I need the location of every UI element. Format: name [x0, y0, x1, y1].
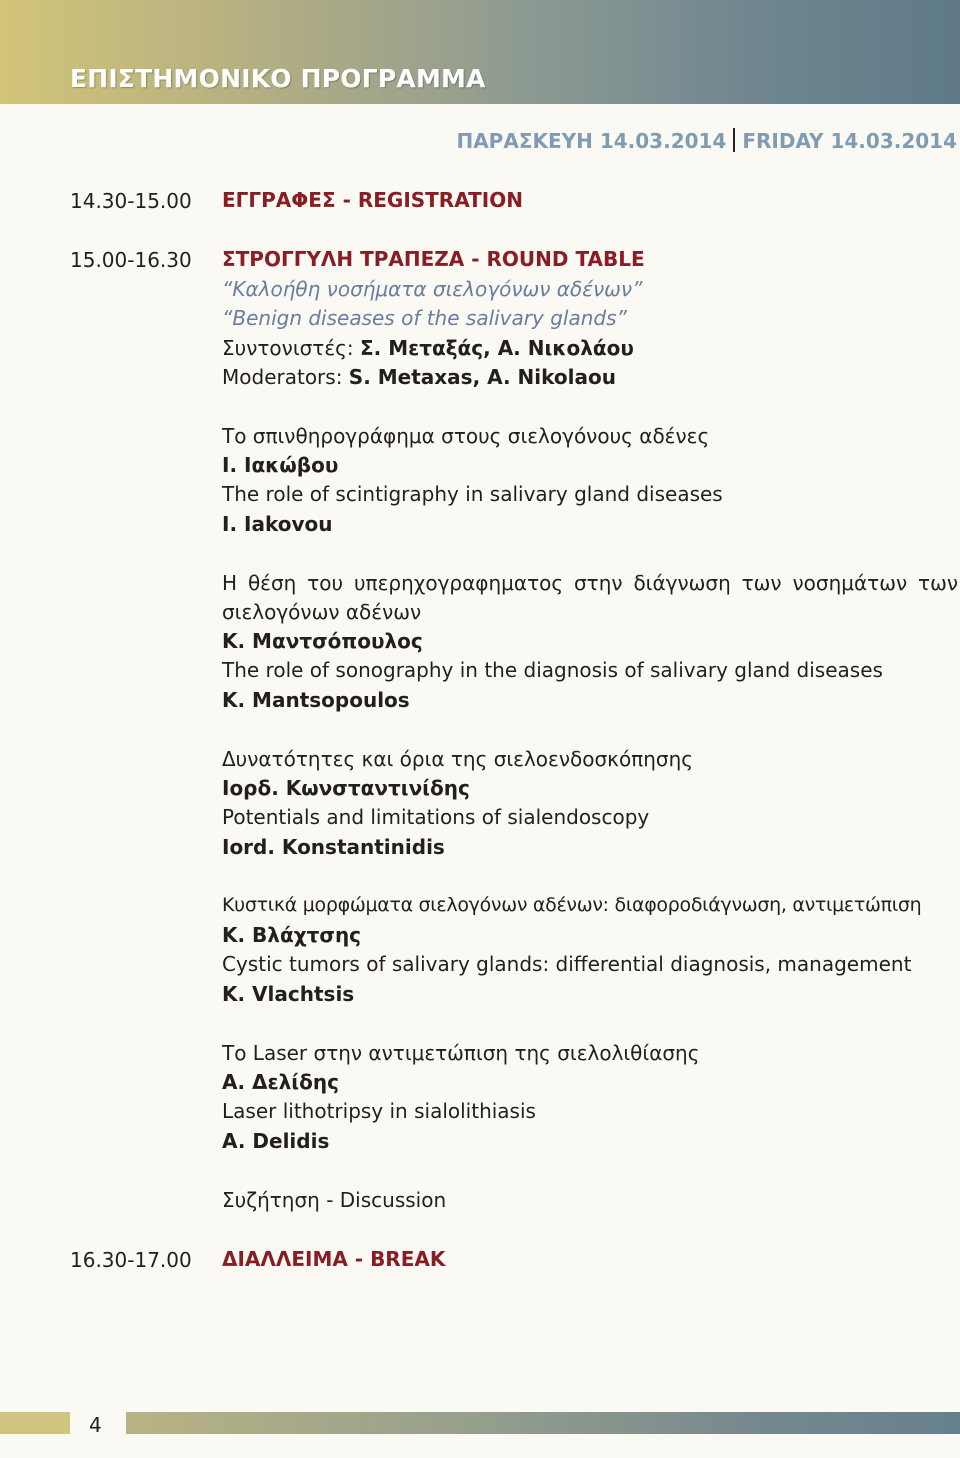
talk-3-title-greek: Δυνατότητες και όρια της σιελοενδοσκόπησης	[222, 747, 693, 771]
talk-5-title-english: Laser lithotripsy in sialolithiasis	[222, 1099, 536, 1123]
round-table-time: 15.00-16.30	[70, 248, 192, 272]
talk-2-speaker-greek: Κ. Μαντσόπουλος	[222, 629, 423, 653]
talk-1-speaker-greek: Ι. Ιακώβου	[222, 453, 339, 477]
talk-2-speaker-english: K. Mantsopoulos	[222, 688, 410, 712]
moderators-english	[222, 367, 616, 387]
registration-heading: ΕΓΓΡΑΦΕΣ - REGISTRATION	[222, 188, 523, 212]
talk-5-title-greek: Το Laser στην αντιμετώπιση της σιελολιθίασης	[222, 1041, 700, 1065]
talk-2-title-greek-line-1: Η θέση του υπερηχογραφηματος στην διάγνωση των νοσημάτων των	[222, 571, 958, 595]
round-table-subtitle-greek: “Καλοήθη νοσήματα σιελογόνων αδένων”	[222, 277, 643, 301]
round-table-subtitle-english: “Benign diseases of the salivary glands”	[222, 306, 627, 330]
moderators-greek-label: Συντονιστές:	[222, 336, 360, 360]
registration-time: 14.30-15.00	[70, 189, 192, 213]
talk-5-speaker-english: A. Delidis	[222, 1129, 330, 1153]
talk-1-title-greek: Το σπινθηρογράφημα στους σιελογόνους αδένες	[222, 424, 710, 448]
page-number: 4	[89, 1413, 102, 1437]
talk-4-speaker-greek: Κ. Βλάχτσης	[222, 923, 362, 947]
talk-4-title-english: Cystic tumors of salivary glands: differential diagnosis, management	[222, 952, 912, 976]
moderators-english-label: Moderators:	[222, 365, 349, 389]
talk-3-speaker-greek: Ιορδ. Κωνσταντινίδης	[222, 776, 470, 800]
break-time: 16.30-17.00	[70, 1248, 192, 1272]
talk-3-speaker-english: Iord. Konstantinidis	[222, 835, 445, 859]
moderators-greek	[222, 338, 634, 358]
date-english: FRIDAY 14.03.2014	[742, 129, 957, 153]
footer-band-left	[0, 1412, 70, 1434]
round-table-heading: ΣΤΡΟΓΓΥΛΗ ΤΡΑΠΕΖΑ - ROUND TABLE	[222, 247, 645, 271]
talk-1-speaker-english: I. Iakovou	[222, 512, 333, 536]
date-separator	[733, 128, 735, 152]
discussion-label: Συζήτηση - Discussion	[222, 1188, 447, 1212]
moderators-greek-names: Σ. Μεταξάς, Α. Νικολάου	[359, 336, 634, 360]
page-title: ΕΠΙΣΤΗΜΟΝΙΚΟ ΠΡΟΓΡΑΜΜΑ	[70, 64, 486, 93]
talk-5-speaker-greek: Α. Δελίδης	[222, 1070, 339, 1094]
talk-1-title-english: The role of scintigraphy in salivary gland diseases	[222, 482, 723, 506]
footer-band-right	[126, 1412, 960, 1434]
date-line	[456, 128, 957, 153]
moderators-english-names: S. Metaxas, A. Nikolaou	[348, 365, 616, 389]
talk-4-title-greek: Κυστικά μορφώματα σιελογόνων αδένων: διαφοροδιάγνωση, αντιμετώπιση	[222, 894, 922, 916]
break-heading: ΔΙΑΛΛΕΙΜΑ - BREAK	[222, 1247, 446, 1271]
talk-3-title-english: Potentials and limitations of sialendoscopy	[222, 805, 650, 829]
talk-2-title-greek-line-2: σιελογόνων αδένων	[222, 600, 422, 624]
talk-4-speaker-english: K. Vlachtsis	[222, 982, 355, 1006]
talk-2-title-english: The role of sonography in the diagnosis of salivary gland diseases	[222, 658, 883, 682]
date-greek: ΠΑΡΑΣΚΕΥΗ 14.03.2014	[456, 129, 727, 153]
